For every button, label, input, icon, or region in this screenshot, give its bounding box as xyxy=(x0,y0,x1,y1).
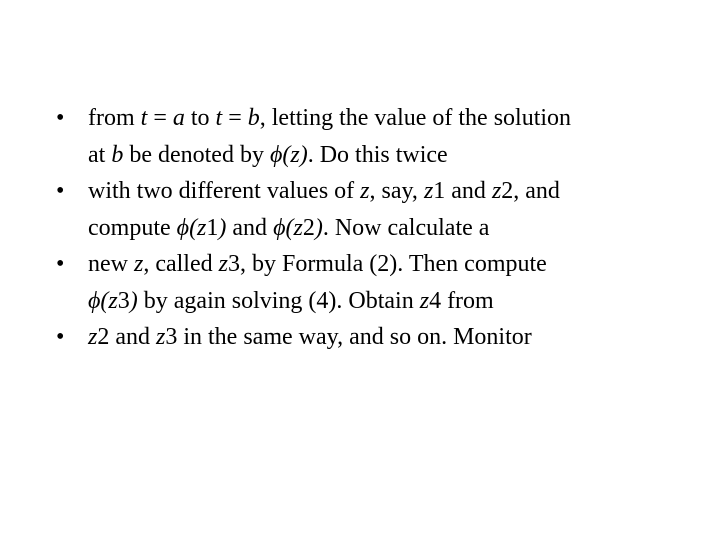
math-variable: ϕ(z xyxy=(273,214,303,241)
bullet-list xyxy=(56,100,696,356)
math-variable: ϕ(z xyxy=(176,214,207,241)
text-run: . Now calculate a xyxy=(322,214,490,241)
text-run: new xyxy=(88,251,134,277)
math-variable: ) xyxy=(129,287,138,314)
text-run: by again solving (4). Obtain xyxy=(137,287,420,314)
bullet-dot-icon: • xyxy=(56,178,65,204)
text-run: to xyxy=(184,105,216,131)
bullet-line xyxy=(88,319,696,356)
math-variable: z xyxy=(156,324,166,350)
text-run: be denoted by xyxy=(123,141,270,168)
text-run: 2 and xyxy=(97,324,156,350)
text-run: , called xyxy=(143,251,219,277)
math-variable: z xyxy=(88,324,98,350)
text-run: and xyxy=(226,214,274,241)
math-variable: ϕ(z xyxy=(88,287,118,314)
bullet-item xyxy=(56,173,696,246)
text-run: , letting the value of the solution xyxy=(259,105,572,131)
math-variable: z xyxy=(419,287,430,314)
text-run: 2, and xyxy=(501,178,560,204)
text-run: = xyxy=(147,105,173,131)
bullet-line xyxy=(88,173,696,210)
bullet-line xyxy=(88,246,696,283)
math-variable: z xyxy=(360,178,370,204)
math-variable: ) xyxy=(314,214,323,241)
text-run: at xyxy=(88,141,112,168)
text-run: 2 xyxy=(302,214,315,241)
bullet-line xyxy=(88,210,696,247)
math-variable: b xyxy=(247,105,260,131)
text-run: 3, by Formula (2). Then compute xyxy=(227,251,547,277)
math-variable: z xyxy=(133,251,144,277)
bullet-line xyxy=(88,100,696,137)
math-variable: b xyxy=(111,141,124,168)
text-run: with two different values of xyxy=(88,178,361,204)
text-run: 4 from xyxy=(429,287,494,314)
text-run: , say, xyxy=(369,178,424,204)
text-run: compute xyxy=(88,214,177,241)
bullet-dot-icon: • xyxy=(56,105,65,131)
text-run: 3 xyxy=(117,287,130,314)
math-variable: ) xyxy=(218,214,227,241)
bullet-dot-icon: • xyxy=(56,324,65,350)
bullet-line xyxy=(88,283,696,320)
text-run: 1 and xyxy=(433,178,492,204)
text-run: . Do this twice xyxy=(307,141,448,168)
math-variable: z xyxy=(423,178,434,204)
math-variable: a xyxy=(172,105,185,131)
math-variable: z xyxy=(491,178,502,204)
math-variable: z xyxy=(218,251,228,277)
bullet-line xyxy=(88,137,696,174)
math-variable: t xyxy=(140,105,148,131)
bullet-item xyxy=(56,246,696,319)
text-run: 3 in the same way, and so on. Monitor xyxy=(165,324,532,350)
text-run: from xyxy=(88,105,141,131)
bullet-item xyxy=(56,100,696,173)
bullet-dot-icon: • xyxy=(56,251,65,277)
text-run: = xyxy=(222,105,248,131)
math-variable: t xyxy=(215,105,223,131)
math-variable: ϕ(z) xyxy=(269,141,308,168)
bullet-item xyxy=(56,319,696,356)
text-run: 1 xyxy=(206,214,219,241)
